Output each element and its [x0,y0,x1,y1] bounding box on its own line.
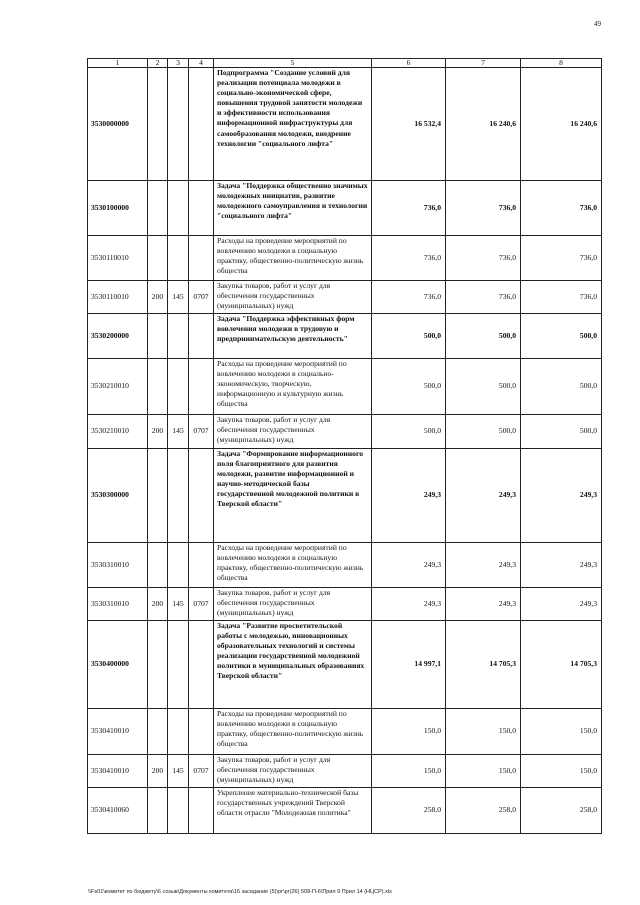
department-cell: 145 [168,588,189,621]
expense-type-cell: 200 [148,755,168,788]
amount-cell: 14 997,1 [372,621,446,709]
amount-cell: 150,0 [372,709,446,755]
expense-type-cell [148,621,168,709]
amount-cell: 258,0 [372,788,446,834]
kbk-code-cell: 3530310010 [88,588,148,621]
kbk-code-cell: 3530400000 [88,621,148,709]
amount-cell: 150,0 [446,755,521,788]
table-body [88,68,602,834]
amount-cell: 736,0 [521,281,602,314]
section-cell [189,359,214,415]
description-cell: Укрепление материально-технической базы государственных учреждений Тверской области отрасли "Молодежная политика" [214,788,372,834]
table-row [88,181,602,236]
expense-type-cell [148,543,168,588]
amount-cell: 249,3 [446,543,521,588]
table-row [88,236,602,281]
table-row [88,281,602,314]
amount-cell: 500,0 [446,314,521,359]
table-row [88,788,602,834]
amount-cell: 500,0 [521,314,602,359]
header-cell: 5 [214,59,372,68]
amount-cell: 249,3 [446,449,521,543]
description-cell: Закупка товаров, работ и услуг для обеспечения государственных (муниципальных) нужд [214,755,372,788]
amount-cell: 500,0 [521,359,602,415]
amount-cell: 150,0 [446,709,521,755]
amount-cell: 736,0 [446,236,521,281]
expense-type-cell [148,314,168,359]
amount-cell: 249,3 [372,543,446,588]
section-cell [189,449,214,543]
section-cell [189,543,214,588]
department-cell [168,181,189,236]
table-row [88,359,602,415]
amount-cell: 16 532,4 [372,68,446,181]
department-cell [168,621,189,709]
kbk-code-cell: 3530310010 [88,543,148,588]
department-cell [168,543,189,588]
amount-cell: 736,0 [521,236,602,281]
header-cell: 8 [521,59,602,68]
amount-cell: 258,0 [521,788,602,834]
amount-cell: 14 705,3 [446,621,521,709]
section-cell: 0707 [189,415,214,449]
description-cell: Закупка товаров, работ и услуг для обеспечения государственных (муниципальных) нужд [214,588,372,621]
department-cell [168,68,189,181]
department-cell [168,449,189,543]
department-cell: 145 [168,415,189,449]
amount-cell: 500,0 [446,415,521,449]
section-cell: 0707 [189,755,214,788]
amount-cell: 500,0 [372,314,446,359]
description-cell: Расходы на проведение мероприятий по вовлечению молодежи в социальную практику, общественно-политическую жизнь общества [214,709,372,755]
description-cell: Расходы на проведение мероприятий по вовлечению молодежи в социальную практику, общественно-политическую жизнь общества [214,236,372,281]
section-cell [189,314,214,359]
header-row [88,59,602,68]
description-cell: Задача "Развитие просветительской работы с молодежью, инновационных образовательных технологий и системы реализации государственной молодежной политики в муниципальных образованиях Тверской области" [214,621,372,709]
kbk-code-cell: 3530210010 [88,415,148,449]
kbk-code-cell: 3530110010 [88,281,148,314]
header-cell: 2 [148,59,168,68]
expense-type-cell [148,236,168,281]
section-cell: 0707 [189,588,214,621]
section-cell [189,709,214,755]
amount-cell: 16 240,6 [446,68,521,181]
section-cell: 0707 [189,281,214,314]
section-cell [189,68,214,181]
table-row [88,588,602,621]
amount-cell: 736,0 [446,181,521,236]
amount-cell: 249,3 [372,588,446,621]
amount-cell: 249,3 [521,449,602,543]
department-cell: 145 [168,281,189,314]
kbk-code-cell: 3530410010 [88,755,148,788]
amount-cell: 16 240,6 [521,68,602,181]
amount-cell: 736,0 [521,181,602,236]
expense-type-cell: 200 [148,588,168,621]
file-path-footer: \\Fs01\комитет по бюджету\6 созыв\Документы комитета\16 заседание (5)\рг\рг(26) 508-П-6\Прил 9 Прил 14 (НЦСР).xls [88,889,392,895]
department-cell [168,788,189,834]
amount-cell: 736,0 [372,236,446,281]
section-cell [189,236,214,281]
department-cell [168,236,189,281]
header-cell: 4 [189,59,214,68]
amount-cell: 736,0 [446,281,521,314]
expense-type-cell [148,449,168,543]
kbk-code-cell: 3530000000 [88,68,148,181]
amount-cell: 258,0 [446,788,521,834]
description-cell: Подпрограмма "Создание условий для реализации потенциала молодежи в социально-экономической сфере, повышения трудовой занятости молодежи и эффективности использования информационной инфраструктуры для самообразования молодежи, внедрение технологии "социального лифта" [214,68,372,181]
expense-type-cell: 200 [148,281,168,314]
header-cell: 7 [446,59,521,68]
kbk-code-cell: 3530200000 [88,314,148,359]
table-row [88,709,602,755]
description-cell: Расходы на проведение мероприятий по вовлечению молодежи в социально-экономическую, творческую, информационную и культурную жизнь общества [214,359,372,415]
table-row [88,314,602,359]
amount-cell: 14 705,3 [521,621,602,709]
expense-type-cell [148,68,168,181]
header-cell: 6 [372,59,446,68]
amount-cell: 249,3 [446,588,521,621]
section-cell [189,788,214,834]
header-cell: 1 [88,59,148,68]
table-row [88,543,602,588]
page-number: 49 [594,20,601,28]
department-cell [168,314,189,359]
kbk-code-cell: 3530110010 [88,236,148,281]
amount-cell: 736,0 [372,181,446,236]
expense-type-cell [148,181,168,236]
section-cell [189,621,214,709]
amount-cell: 249,3 [521,543,602,588]
amount-cell: 500,0 [521,415,602,449]
kbk-code-cell: 3530410060 [88,788,148,834]
amount-cell: 249,3 [372,449,446,543]
department-cell [168,359,189,415]
description-cell: Закупка товаров, работ и услуг для обеспечения государственных (муниципальных) нужд [214,281,372,314]
description-cell: Расходы на проведение мероприятий по вовлечению молодежи в социальную практику, общественно-политическую жизнь общества [214,543,372,588]
amount-cell: 150,0 [521,709,602,755]
table-row [88,755,602,788]
table-row [88,68,602,181]
kbk-code-cell: 3530410010 [88,709,148,755]
kbk-code-cell: 3530210010 [88,359,148,415]
amount-cell: 736,0 [372,281,446,314]
header-cell: 3 [168,59,189,68]
section-cell [189,181,214,236]
department-cell: 145 [168,755,189,788]
expense-type-cell [148,709,168,755]
expense-type-cell: 200 [148,415,168,449]
amount-cell: 500,0 [372,359,446,415]
description-cell: Задача "Поддержка общественно значимых молодежных инициатив, развитие молодежного самоуправления и технологии "социального лифта" [214,181,372,236]
description-cell: Задача "Формирование информационного поля благоприятного для развития молодежи, развитие информационной и научно-методической базы государственной молодежной политики в Тверской области" [214,449,372,543]
budget-table [87,58,602,834]
amount-cell: 500,0 [446,359,521,415]
description-cell: Закупка товаров, работ и услуг для обеспечения государственных (муниципальных) нужд [214,415,372,449]
table-row [88,415,602,449]
description-cell: Задача "Поддержка эффективных форм вовлечения молодежи в трудовую и предпринимательскую деятельность" [214,314,372,359]
amount-cell: 150,0 [372,755,446,788]
expense-type-cell [148,359,168,415]
table-row [88,449,602,543]
table-row [88,621,602,709]
kbk-code-cell: 3530300000 [88,449,148,543]
kbk-code-cell: 3530100000 [88,181,148,236]
amount-cell: 500,0 [372,415,446,449]
amount-cell: 249,3 [521,588,602,621]
expense-type-cell [148,788,168,834]
department-cell [168,709,189,755]
amount-cell: 150,0 [521,755,602,788]
